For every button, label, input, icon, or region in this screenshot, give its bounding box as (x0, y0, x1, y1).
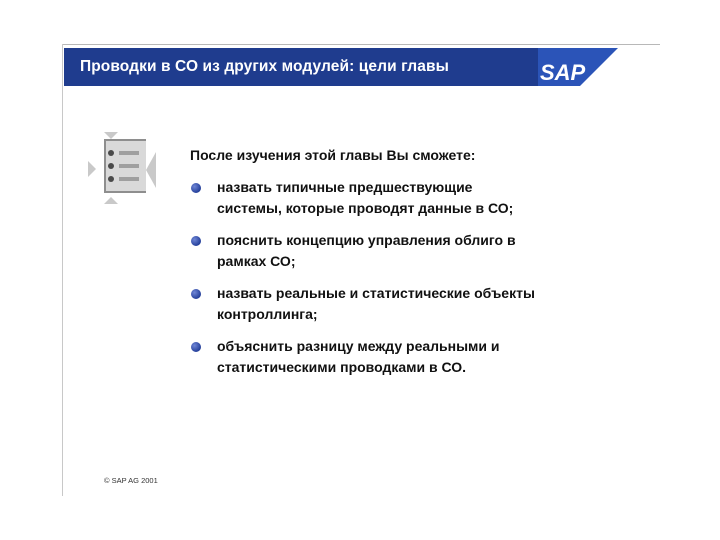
objectives-list-icon (88, 132, 160, 204)
list-item (190, 283, 535, 325)
copyright: © SAP AG 2001 (104, 476, 158, 485)
lead-text: После изучения этой главы Вы сможете: (190, 147, 476, 163)
bullet-dot-icon (191, 342, 201, 352)
slide-title: Проводки в СО из других модулей: цели главы (80, 58, 449, 75)
bullet-dot-icon (191, 236, 201, 246)
bullet-dot-icon (191, 289, 201, 299)
list-item (190, 336, 535, 378)
bullet-dot-icon (191, 183, 201, 193)
list-item (190, 230, 535, 272)
sap-logo-text: SAP (540, 60, 586, 85)
top-rule (62, 44, 660, 45)
objectives-list (190, 177, 535, 389)
list-item (190, 177, 535, 219)
list-item-text: назвать реальные и статистические объекты контроллинга; (217, 285, 535, 322)
list-item-text: пояснить концепцию управления облиго в рамках СО; (217, 232, 516, 269)
list-item-text: объяснить разницу между реальными и статистическими проводками в СО. (217, 338, 500, 375)
list-item-text: назвать типичные предшествующие системы, которые проводят данные в СО; (217, 179, 514, 216)
sap-logo (532, 48, 618, 86)
left-rule (62, 44, 63, 496)
